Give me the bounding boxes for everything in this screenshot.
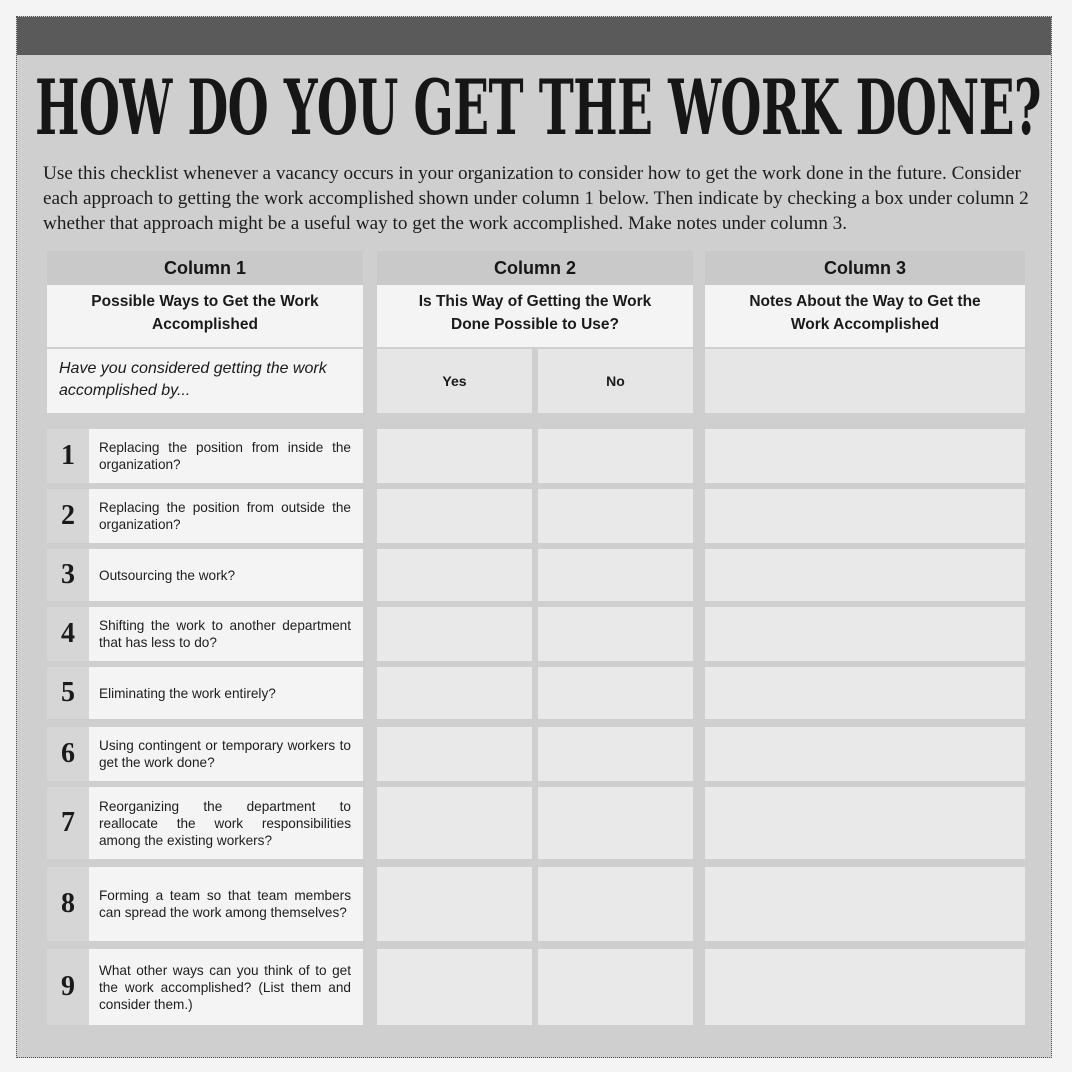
row-question: Using contingent or temporary workers to get the work done? [99, 738, 351, 770]
yes-checkbox[interactable] [377, 489, 532, 543]
checklist-row-5 [47, 667, 363, 719]
row-number: 2 [47, 489, 89, 543]
no-checkbox[interactable] [538, 489, 693, 543]
lead-in-text: Have you considered getting the work accomplished by... [47, 349, 363, 413]
notes-field[interactable] [705, 949, 1025, 1025]
yes-checkbox[interactable] [377, 607, 532, 661]
row-question: Forming a team so that team members can spread the work among themselves? [99, 888, 351, 920]
no-checkbox[interactable] [538, 727, 693, 781]
row-question: Shifting the work to another department that has less to do? [99, 618, 351, 650]
row-number: 8 [47, 867, 89, 941]
checklist-row-9 [47, 949, 363, 1025]
checklist-row-1 [47, 429, 363, 483]
checklist-row-4 [47, 607, 363, 661]
column-1-subtitle: Possible Ways to Get the Work Accomplished [47, 285, 363, 347]
notes-field[interactable] [705, 549, 1025, 601]
row-number: 4 [47, 607, 89, 661]
yes-checkbox[interactable] [377, 667, 532, 719]
column-3-subtitle: Notes About the Way to Get the Work Accomplished [705, 285, 1025, 347]
row-number: 9 [47, 949, 89, 1025]
notes-field[interactable] [705, 787, 1025, 859]
top-banner-bar [17, 17, 1051, 55]
notes-field[interactable] [705, 429, 1025, 483]
notes-field[interactable] [705, 607, 1025, 661]
checklist-row-8 [47, 867, 363, 941]
yes-checkbox[interactable] [377, 949, 532, 1025]
row-question: Eliminating the work entirely? [99, 685, 276, 701]
row-question: Replacing the position from inside the organization? [99, 440, 351, 472]
row-question: Outsourcing the work? [99, 567, 236, 583]
row-number: 7 [47, 787, 89, 859]
no-checkbox[interactable] [538, 949, 693, 1025]
notes-field[interactable] [705, 727, 1025, 781]
page-title: HOW DO YOU GET THE WORK DONE? [35, 63, 1041, 152]
notes-header-blank [705, 349, 1025, 413]
no-checkbox[interactable] [538, 429, 693, 483]
row-number: 1 [47, 429, 89, 483]
notes-field[interactable] [705, 667, 1025, 719]
checklist-row-2 [47, 489, 363, 543]
yes-checkbox[interactable] [377, 727, 532, 781]
yes-checkbox[interactable] [377, 867, 532, 941]
column-2-subtitle: Is This Way of Getting the Work Done Possible to Use? [377, 285, 693, 347]
column-1-header: Column 1 [47, 251, 363, 285]
checklist-row-6 [47, 727, 363, 781]
checklist-frame [16, 16, 1052, 1058]
row-question: Replacing the position from outside the organization? [99, 500, 351, 532]
no-checkbox[interactable] [538, 549, 693, 601]
column-2-header: Column 2 [377, 251, 693, 285]
row-number: 6 [47, 727, 89, 781]
checklist-row-3 [47, 549, 363, 601]
column-3-header: Column 3 [705, 251, 1025, 285]
no-checkbox[interactable] [538, 787, 693, 859]
checklist-row-7 [47, 787, 363, 859]
row-number: 3 [47, 549, 89, 601]
notes-field[interactable] [705, 867, 1025, 941]
no-header: No [538, 349, 693, 413]
notes-field[interactable] [705, 489, 1025, 543]
yes-header: Yes [377, 349, 532, 413]
no-checkbox[interactable] [538, 607, 693, 661]
no-checkbox[interactable] [538, 867, 693, 941]
yes-checkbox[interactable] [377, 429, 532, 483]
yes-checkbox[interactable] [377, 787, 532, 859]
row-question: What other ways can you think of to get the work accomplished? (List them and consider them.) [99, 962, 351, 1012]
yes-checkbox[interactable] [377, 549, 532, 601]
no-checkbox[interactable] [538, 667, 693, 719]
intro-paragraph: Use this checklist whenever a vacancy occurs in your organization to consider how to get the work done in the future. Consider each approach to getting the work accomplished shown under column 1 below. Then indicate by checking a box under column 2 whether that approach might be a useful way to get the work accomplished. Make notes under column 3. [43, 163, 1029, 234]
row-number: 5 [47, 667, 89, 719]
row-question: Reorganizing the department to reallocate the work responsibilities among the existing workers? [99, 798, 351, 848]
